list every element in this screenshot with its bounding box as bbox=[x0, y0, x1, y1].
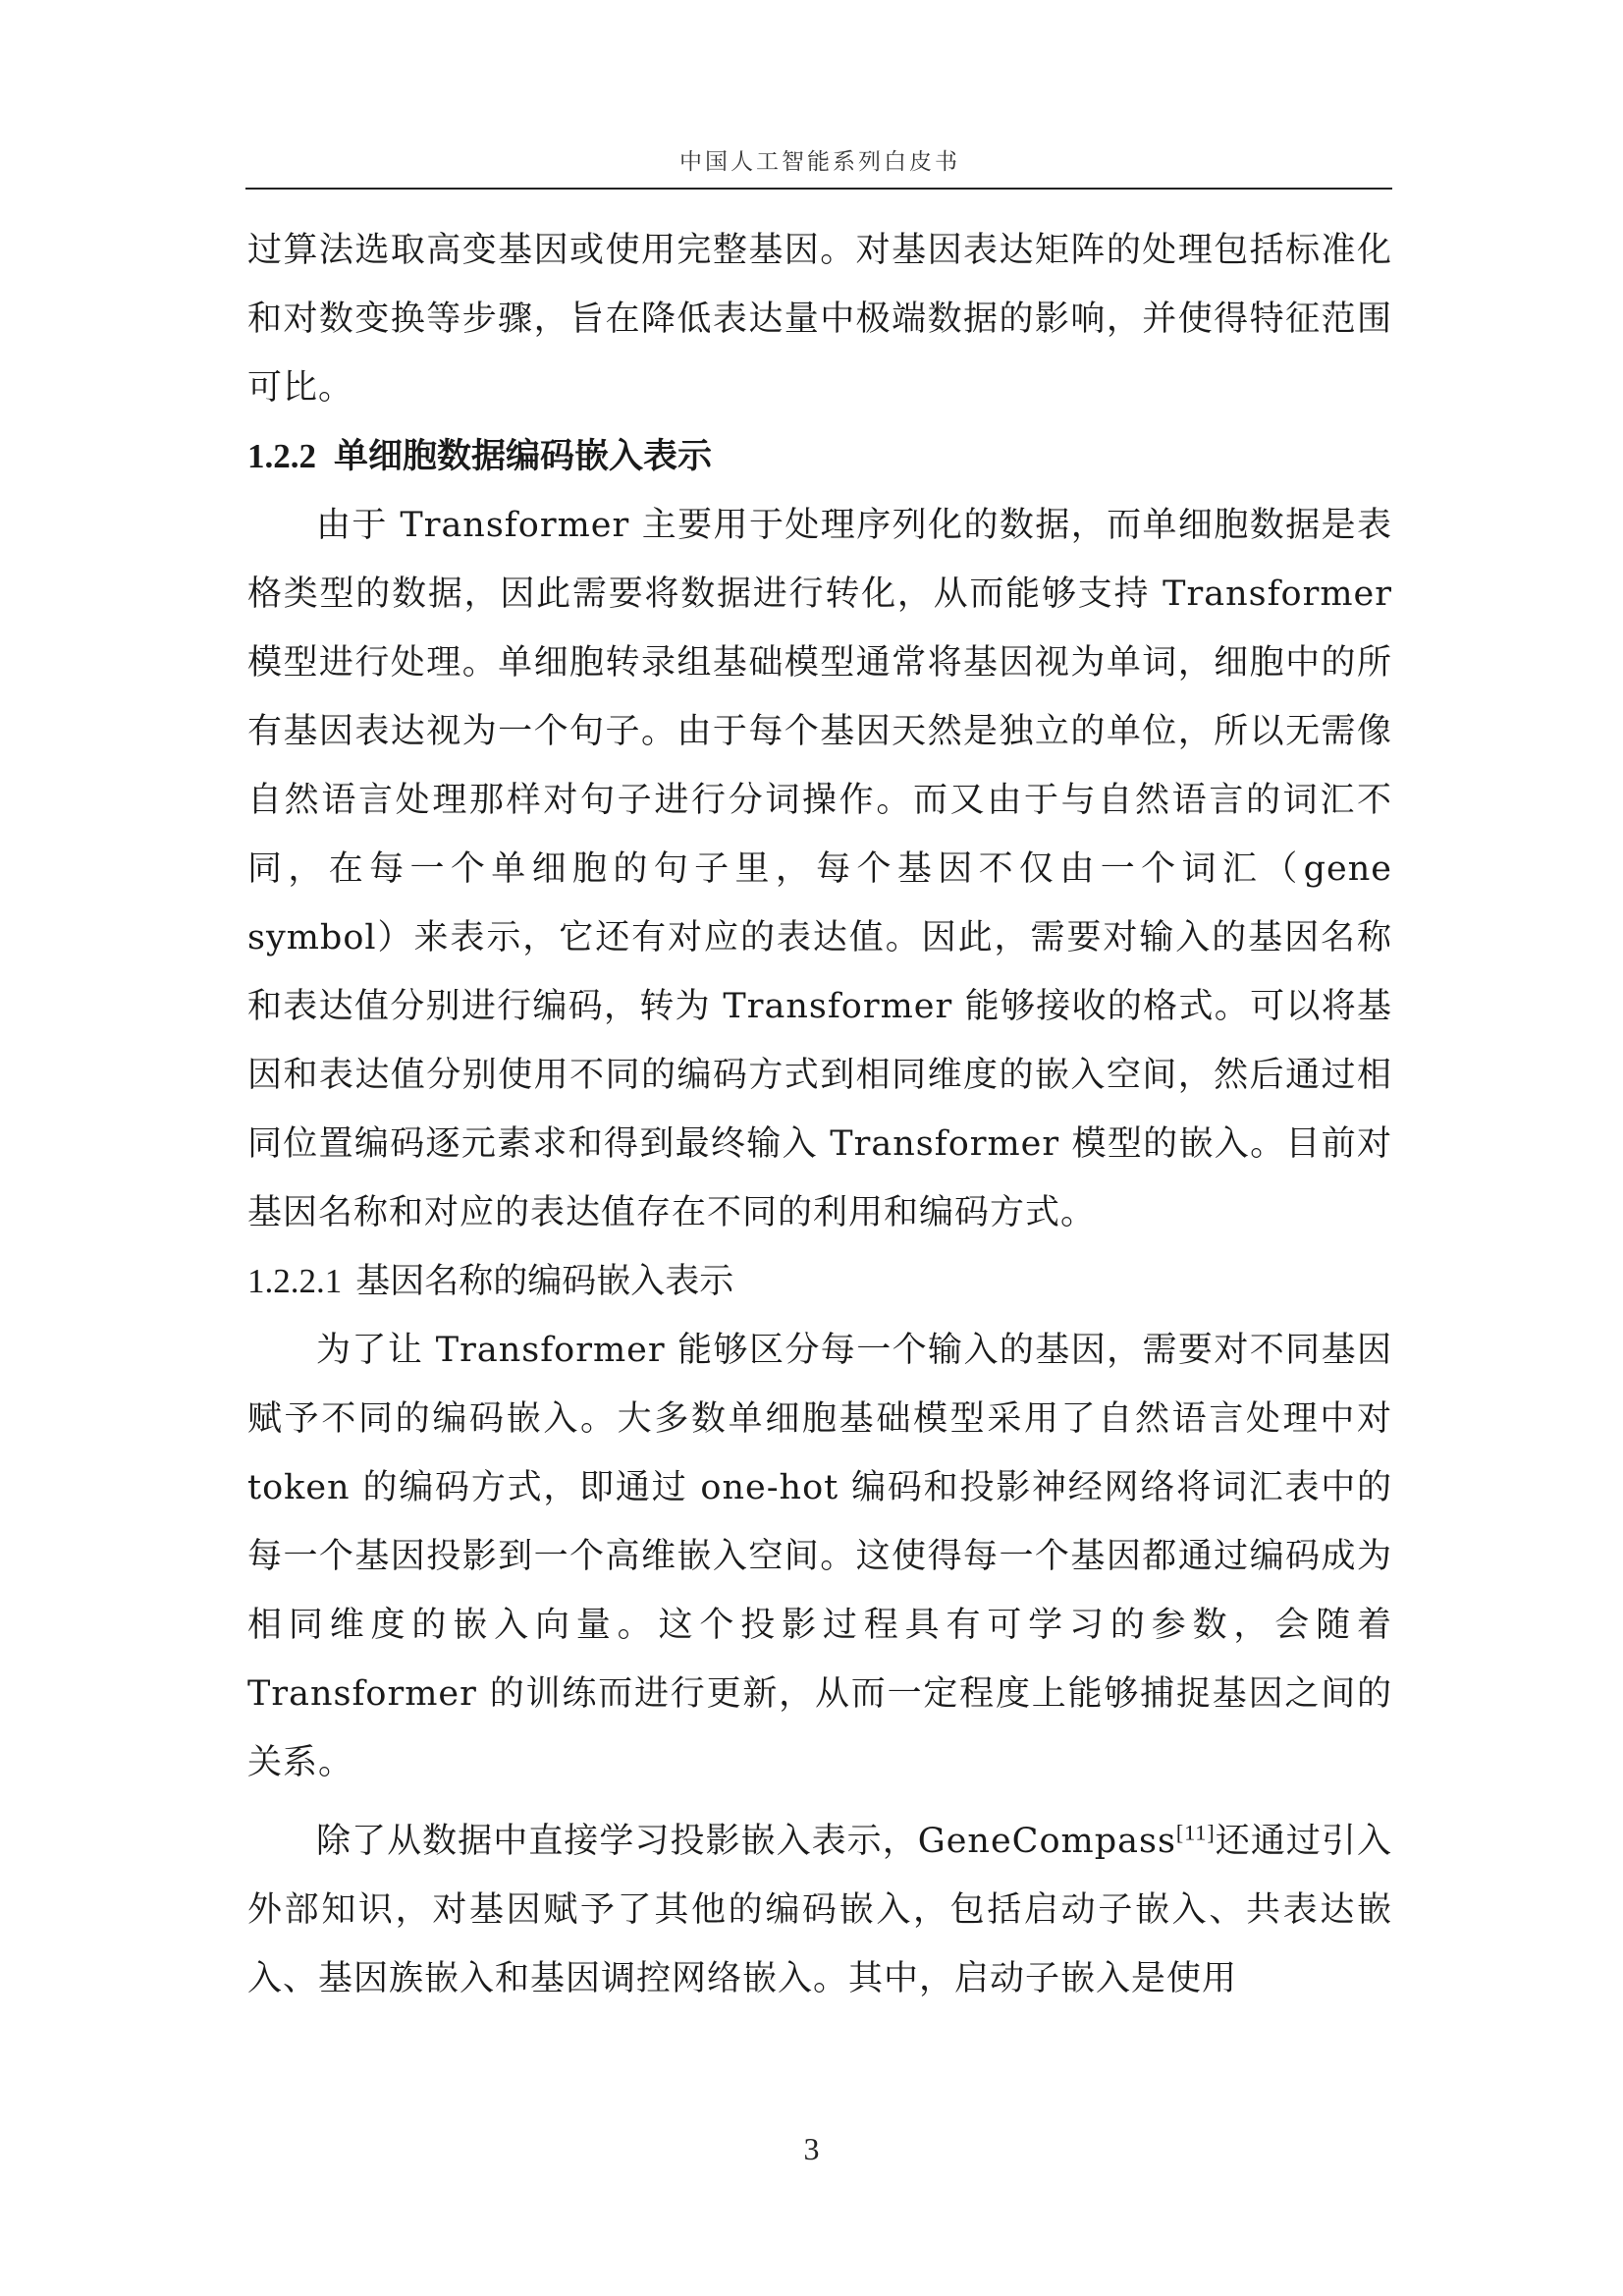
paragraph-gene-name-embedding: 为了让 Transformer 能够区分每一个输入的基因，需要对不同基因赋予不同的编码嵌入。大多数单细胞基础模型采用了自然语言处理中对 token 的编码方式，即通过 one-hot 编码和投影神经网络将词汇表中的每一个基因投影到一个高维嵌入空间。这使得每一个基因都通过编码成为相同维度的嵌入向量。这个投影过程具有可学习的参数，会随着 Transformer 的训练而进行更新，从而一定程度上能够捕捉基因之间的关系。 bbox=[247, 1331, 1392, 1782]
header-divider bbox=[245, 188, 1392, 190]
subsection-number: 1.2.2.1 bbox=[247, 1262, 343, 1300]
paragraph-continuation: 过算法选取高变基因或使用完整基因。对基因表达矩阵的处理包括标准化和对数变换等步骤，旨在降低表达量中极端数据的影响，并使得特征范围可比。 bbox=[247, 231, 1392, 408]
section-number: 1.2.2 bbox=[247, 437, 316, 475]
section-heading-1-2-2-1 bbox=[247, 1247, 1392, 1316]
paragraph-gene-encoding-intro: 由于 Transformer 主要用于处理序列化的数据，而单细胞数据是表格类型的数据，因此需要将数据进行转化，从而能够支持 Transformer 模型进行处理。单细胞转录组基础模型通常将基因视为单词，细胞中的所有基因表达视为一个句子。由于每个基因天然是独立的单位，所以无需像自然语言处理那样对句子进行分词操作。而又由于与自然语言的词汇不同，在每一个单细胞的句子里，每个基因不仅由一个词汇（gene symbol）来表示，它还有对应的表达值。因此，需要对输入的基因名称和表达值分别进行编码，转为 Transformer 能够接收的格式。可以将基因和表达值分别使用不同的编码方式到相同维度的嵌入空间，然后通过相同位置编码逐元素求和得到最终输入 Transformer 模型的嵌入。目前对基因名称和对应的表达值存在不同的利用和编码方式。 bbox=[247, 506, 1392, 1232]
page-number: 3 bbox=[803, 2131, 820, 2166]
subsection-title: 基因名称的编码嵌入表示 bbox=[355, 1262, 734, 1301]
section-title: 单细胞数据编码嵌入表示 bbox=[334, 436, 713, 476]
section-heading-1-2-2 bbox=[247, 422, 1392, 491]
paragraph-genecompass-end: 还通过引入外部知识，对基因赋予了其他的编码嵌入，包括启动子嵌入、共表达嵌入、基因族嵌入和基因调控网络嵌入。其中，启动子嵌入是使用 bbox=[247, 1822, 1392, 1998]
running-header: 中国人工智能系列白皮书 bbox=[679, 149, 960, 175]
paragraph-genecompass bbox=[247, 1807, 1392, 2013]
page-body bbox=[247, 216, 1392, 2013]
paragraph-genecompass-start: 除了从数据中直接学习投影嵌入表示，GeneCompass bbox=[316, 1822, 1176, 1861]
citation-ref[interactable]: [11] bbox=[1175, 1820, 1216, 1845]
